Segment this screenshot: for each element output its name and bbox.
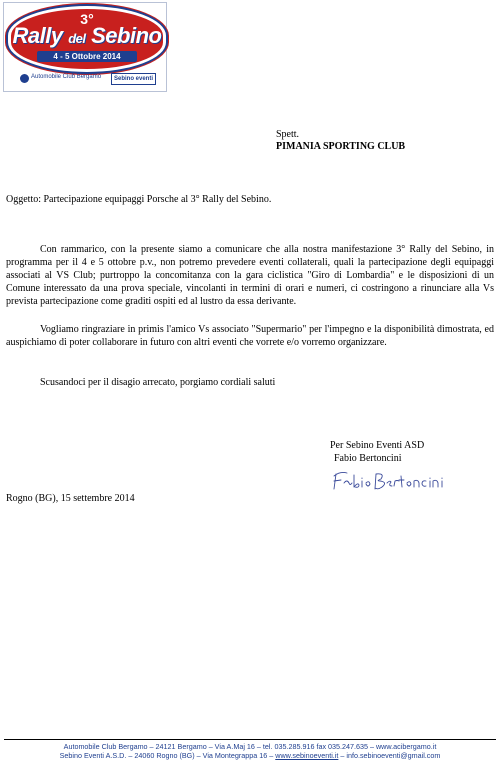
logo-sponsors bbox=[8, 73, 162, 85]
logo-dates: 4 - 5 Ottobre 2014 bbox=[37, 51, 137, 62]
signature-name: Fabio Bertoncini bbox=[334, 453, 402, 464]
logo-title-sebino: Sebino bbox=[85, 23, 162, 48]
place-and-date: Rogno (BG), 15 settembre 2014 bbox=[6, 493, 135, 504]
aci-emblem-icon bbox=[20, 74, 29, 83]
footer-divider bbox=[4, 739, 496, 740]
signature-organization: Per Sebino Eventi ASD bbox=[330, 440, 425, 451]
footer-sebino-address: Sebino Eventi A.S.D. – 24060 Rogno (BG) – Via Montegrappa 16 – bbox=[59, 751, 276, 760]
body-paragraph-2: Vogliamo ringraziare in primis l'amico Vs associato "Supermario" per l'impegno e la disponibilità dimostrata, ed auspichiamo di poter collaborare in futuro con altri eventi che vorrete e/o vorremo organizzare. bbox=[6, 324, 494, 348]
logo-edition-number: 3° bbox=[80, 11, 94, 27]
recipient-greeting: Spett. bbox=[276, 129, 300, 140]
handwritten-signature bbox=[330, 468, 448, 494]
footer-line-aci: Automobile Club Bergamo – 24121 Bergamo – Via A.Maj 16 – tel. 035.285.916 fax 035.247.635 – www.acibergamo.it bbox=[63, 742, 437, 751]
subject-line: Oggetto: Partecipazione equipaggi Porsche al 3° Rally del Sebino. bbox=[6, 194, 272, 205]
logo-title-del: del bbox=[68, 31, 86, 46]
closing-line: Scusandoci per il disagio arrecato, porgiamo cordiali saluti bbox=[40, 377, 276, 388]
footer-email: – info.sebinoeventi@gmail.com bbox=[338, 751, 441, 760]
recipient-name: PIMANIA SPORTING CLUB bbox=[276, 141, 406, 152]
footer-line-sebino bbox=[0, 751, 500, 760]
logo-banner bbox=[8, 6, 166, 72]
rally-logo bbox=[3, 2, 167, 92]
logo-title-rally: Rally bbox=[12, 23, 69, 48]
footer-website-link[interactable]: www.sebinoeventi.it bbox=[275, 751, 339, 760]
logo-title bbox=[11, 23, 163, 49]
sponsor-aci-bergamo: Automobile Club Bergamo bbox=[31, 74, 102, 80]
sponsor-sebino-eventi: Sebino eventi bbox=[111, 73, 156, 85]
body-paragraph-1: Con rammarico, con la presente siamo a comunicare che alla nostra manifestazione 3° Rally del Sebino, in programma per il 4 e 5 ottobre p.v., non potremo prevedere eventi collaterali, quali la partecipazione degli equipaggi associati al VS Club; purtroppo la concomitanza con la gara ciclistica "Giro di Lombardia" e le disposizioni di un Comune interessato da una prova speciale, vincolanti in termini di orari e numeri, ci costringono a rinunciare alla Vs prevista partecipazione come graditi ospiti ed al lustro da essa derivante. bbox=[6, 244, 494, 307]
